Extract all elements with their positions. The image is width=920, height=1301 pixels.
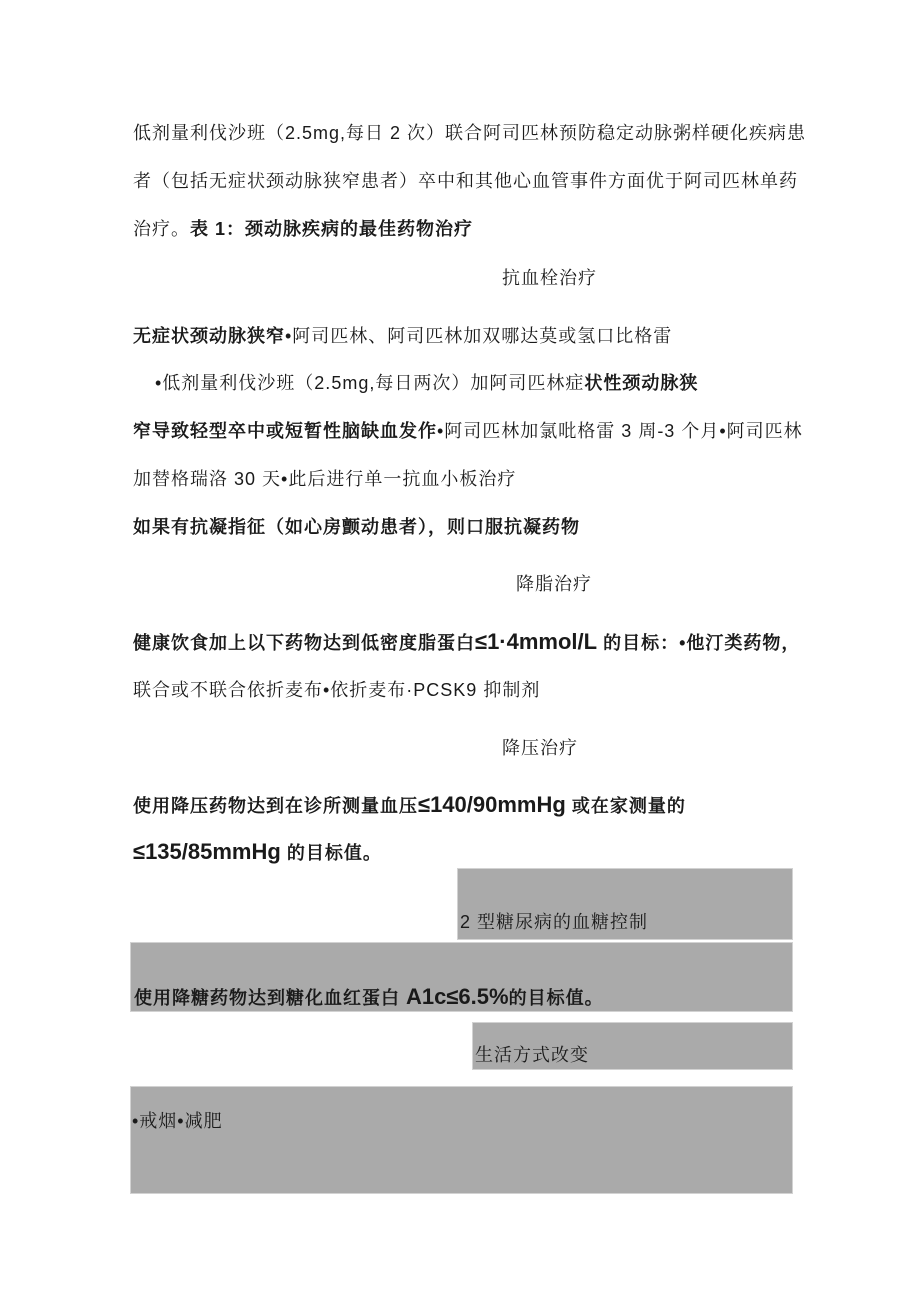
diabetes-goal	[134, 985, 604, 1009]
bp-goal-prefix: 使用降压药物达到在诊所测量血压	[133, 796, 418, 816]
lifestyle-heading: 生活方式改变	[475, 1045, 589, 1065]
table-title: 表 1：颈动脉疾病的最佳药物治疗	[190, 219, 474, 239]
antithrombotic-heading: 抗血栓治疗	[502, 268, 597, 288]
lipid-row-1	[133, 630, 800, 654]
home-bp-target: ≤135/85mmHg	[133, 839, 281, 864]
symptomatic-label-end: 窄导致轻型卒中或短暂性脑缺血发作	[133, 421, 437, 441]
antithrombotic-row-1	[133, 324, 672, 348]
symptomatic-treatment: •阿司匹林加氯吡格雷 3 周-3 个月•阿司匹林	[437, 421, 803, 441]
diabetes-body-box	[130, 942, 793, 1012]
antithrombotic-row-4: 加替格瑞洛 30 天•此后进行单一抗血小板治疗	[133, 469, 517, 489]
lifestyle-heading-box	[472, 1022, 793, 1070]
lifestyle-body-box	[130, 1086, 793, 1194]
antithrombotic-row-3	[133, 419, 803, 443]
intro-line-3-text: 治疗。	[133, 219, 190, 239]
diabetes-heading-box	[457, 868, 793, 940]
a1c-target: A1c≤6.5%	[406, 984, 509, 1009]
lifestyle-items: •戒烟•减肥	[132, 1111, 223, 1131]
symptomatic-label-start: 状性颈动脉狭	[584, 373, 699, 393]
bp-goal-suffix: 的目标值。	[280, 843, 382, 863]
asymptomatic-treatment: •阿司匹林、阿司匹林加双哪达莫或氢口比格雷	[285, 326, 673, 346]
bp-row-2	[133, 840, 382, 864]
lipid-goal-suffix: 的目标：•他汀类药物，	[597, 633, 801, 653]
intro-line-1: 低剂量利伐沙班（2.5mg,每日 2 次）联合阿司匹林预防稳定动脉粥样硬化疾病患	[133, 123, 807, 143]
lipid-heading: 降脂治疗	[516, 574, 592, 594]
asymptomatic-label: 无症状颈动脉狭窄	[133, 326, 285, 346]
intro-line-3	[133, 217, 473, 241]
bp-heading: 降压治疗	[502, 738, 578, 758]
lipid-row-2: 联合或不联合依折麦布•依折麦布·PCSK9 抑制剂	[133, 680, 541, 700]
clinic-bp-target: ≤140/90mmHg	[418, 792, 566, 817]
bp-row-1	[133, 793, 686, 817]
antithrombotic-row-2	[155, 371, 698, 395]
ldl-target-value: ≤1·4mmol/L	[475, 629, 598, 654]
lipid-goal-prefix: 健康饮食加上以下药物达到低密度脂蛋白	[133, 633, 475, 653]
diabetes-goal-prefix: 使用降糖药物达到糖化血红蛋白	[134, 988, 406, 1008]
diabetes-goal-suffix: 的目标值。	[508, 988, 604, 1008]
bp-goal-middle: 或在家测量的	[565, 796, 686, 816]
diabetes-heading: 2 型糖尿病的血糖控制	[460, 912, 649, 932]
rivaroxaban-option: •低剂量利伐沙班（2.5mg,每日两次）加阿司匹林症	[155, 373, 585, 393]
anticoagulation-note: 如果有抗凝指征（如心房颤动患者），则口服抗凝药物	[133, 517, 580, 537]
intro-line-2: 者（包括无症状颈动脉狭窄患者）卒中和其他心血管事件方面优于阿司匹林单药	[133, 171, 798, 191]
